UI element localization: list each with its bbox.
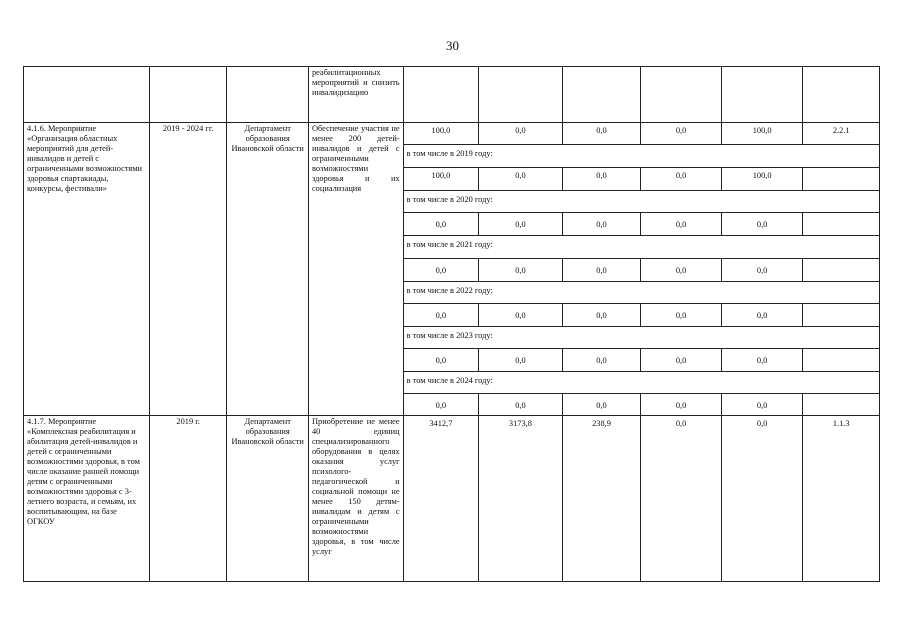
cell-name: 4.1.7. Мероприятие «Комплексная реабилитация и абилитация детей-инвалидов и детей с ограниченными возможностями здоровья, в том числе оказание ранней помощи детям с ограниченными возможностями здоровья с 3-летнего возраста, и семьям, их воспитывающим, на базе ОГКОУ: [24, 416, 150, 582]
cell-value: 0,0: [641, 168, 722, 191]
cell-value: 0,0: [641, 259, 722, 282]
cell-value: 0,0: [641, 349, 722, 372]
cell-name: [24, 67, 150, 123]
cell-value: 238,9: [562, 416, 641, 582]
year-subheader: в том числе в 2024 году:: [403, 372, 879, 394]
cell-value: 0,0: [641, 213, 722, 236]
cell-value: 0,0: [562, 168, 641, 191]
cell-value: 100,0: [721, 123, 803, 145]
cell-value: 100,0: [403, 123, 479, 145]
cell-value: 0,0: [562, 123, 641, 145]
year-subheader: в том числе в 2023 году:: [403, 327, 879, 349]
cell-result: Обеспечение участия не менее 200 детей-инвалидов и детей с ограниченными возможностями здоровья и их социализация: [308, 123, 403, 416]
cell-value: [562, 67, 641, 123]
year-subheader: в том числе в 2021 году:: [403, 236, 879, 259]
cell-value: 0,0: [479, 123, 563, 145]
cell-value: [403, 67, 479, 123]
cell-name: 4.1.6. Мероприятие «Организация областных мероприятий для детей-инвалидов и детей с ограниченными возможностями здоровья спартакиады, конкурсы, фестивали»: [24, 123, 150, 416]
cell-indicator: [803, 213, 880, 236]
cell-value: [721, 67, 803, 123]
cell-period: 2019 г.: [149, 416, 227, 582]
table-row: [24, 67, 880, 123]
cell-indicator: [803, 259, 880, 282]
cell-value: 0,0: [403, 394, 479, 416]
cell-value: 0,0: [721, 349, 803, 372]
cell-value: [479, 67, 563, 123]
cell-value: 0,0: [721, 394, 803, 416]
cell-value: 0,0: [403, 349, 479, 372]
cell-value: 0,0: [562, 394, 641, 416]
cell-value: 0,0: [479, 259, 563, 282]
page-number: 30: [446, 38, 459, 53]
cell-indicator: [803, 304, 880, 327]
cell-value: 0,0: [403, 259, 479, 282]
cell-value: 0,0: [562, 259, 641, 282]
cell-indicator: [803, 349, 880, 372]
cell-indicator: [803, 67, 880, 123]
cell-value: 0,0: [641, 394, 722, 416]
cell-period: [149, 67, 227, 123]
cell-indicator: 1.1.3: [803, 416, 880, 582]
cell-value: 0,0: [479, 213, 563, 236]
cell-value: [641, 67, 722, 123]
cell-value: 0,0: [479, 168, 563, 191]
year-subheader: в том числе в 2020 году:: [403, 191, 879, 213]
cell-value: 100,0: [403, 168, 479, 191]
cell-executor: Департамент образования Ивановской области: [227, 123, 309, 416]
cell-value: 0,0: [562, 213, 641, 236]
cell-value: 0,0: [641, 416, 722, 582]
cell-value: 0,0: [479, 304, 563, 327]
table-row: [24, 416, 880, 582]
cell-value: 0,0: [641, 123, 722, 145]
cell-indicator: 2.2.1: [803, 123, 880, 145]
cell-value: 0,0: [403, 304, 479, 327]
cell-result: реабилитационных мероприятий и снизить инвалидизацию: [308, 67, 403, 123]
cell-value: 0,0: [479, 349, 563, 372]
program-activities-table: [23, 66, 880, 582]
cell-indicator: [803, 168, 880, 191]
cell-value: 3173,8: [479, 416, 563, 582]
cell-value: 0,0: [721, 259, 803, 282]
year-subheader: в том числе в 2022 году:: [403, 282, 879, 304]
cell-value: 0,0: [641, 304, 722, 327]
year-subheader: в том числе в 2019 году:: [403, 145, 879, 168]
table-row: [24, 123, 880, 145]
cell-value: 0,0: [403, 213, 479, 236]
cell-result: Приобретение не менее 40 единиц специализированного оборудования в целях оказания услуг психолого-педагогической и социальной помощи не менее 150 детям-инвалидам и детям с ограниченными возможностями здоровья, в том числе услуг: [308, 416, 403, 582]
cell-period: 2019 - 2024 гг.: [149, 123, 227, 416]
cell-value: 0,0: [479, 394, 563, 416]
cell-executor: [227, 67, 309, 123]
cell-value: 0,0: [721, 213, 803, 236]
cell-value: 0,0: [721, 304, 803, 327]
cell-indicator: [803, 394, 880, 416]
cell-value: 100,0: [721, 168, 803, 191]
cell-value: 0,0: [562, 304, 641, 327]
cell-value: 3412,7: [403, 416, 479, 582]
cell-executor: Департамент образования Ивановской области: [227, 416, 309, 582]
cell-value: 0,0: [562, 349, 641, 372]
cell-value: 0,0: [721, 416, 803, 582]
